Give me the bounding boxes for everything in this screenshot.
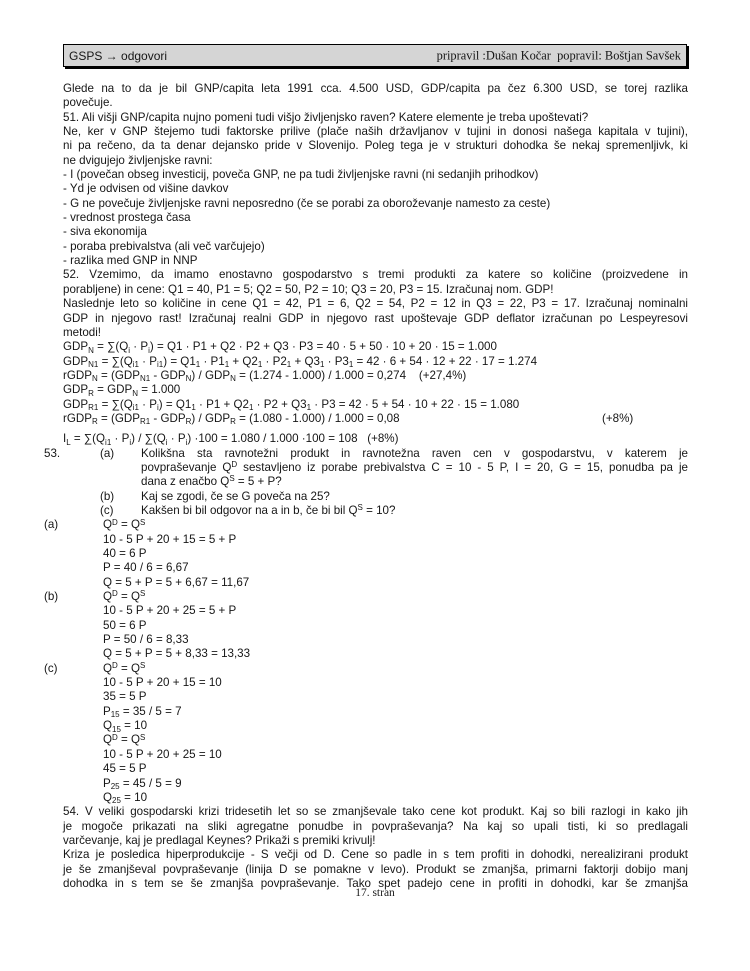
text-line bbox=[0, 533, 750, 547]
line-text: $P_{15} = 35 / 5 = 7$ bbox=[103, 704, 182, 720]
line-text: 10 - 5 P + 20 + 25 = 5 + P bbox=[103, 604, 237, 618]
text-line bbox=[0, 576, 750, 590]
line-text: $Q^D = Q^S$ bbox=[103, 589, 146, 604]
line-text: GDP in njegovo rast! Izračunaj realni GDP in njegovo rast upoštevaje GDP deflator izračunan po Lespeyresovi bbox=[63, 311, 688, 325]
line-text: povpraševanje $Q^D$ sestavljeno iz porabe prebivalstva C = 10 - 5 P, I = 20, G = 15, ponudba pa je bbox=[141, 460, 689, 474]
text-line bbox=[0, 254, 750, 268]
line-text: $Q_{25} = 10$ bbox=[103, 790, 148, 806]
line-text: - vrednost prostega časa bbox=[63, 211, 191, 225]
text-line bbox=[0, 805, 750, 819]
line-text: $Q^D = Q^S$ bbox=[103, 517, 146, 532]
line-text: - razlika med GNP in NNP bbox=[63, 254, 198, 268]
header-title: GSPS → odgovori bbox=[69, 48, 168, 63]
line-text: $GDP_R = GDP_N = 1.000$ bbox=[63, 383, 181, 398]
line-text: $GDP_N = \sum(Q_i \cdot P_i) = Q1 \cdot P1 + Q2 \cdot P2 + Q3 \cdot P3 = 40 \cdot 5 + 50 \cdot 10 + 20 \cdot 15 = 1.000$ bbox=[63, 340, 497, 355]
line-text: - siva ekonomija bbox=[63, 225, 147, 239]
line-text: Glede na to da je bil GNP/capita leta 1991 cca. 4.500 USD, GDP/capita pa čez 6.300 USD, se torej razlika bbox=[63, 82, 688, 95]
text-line bbox=[0, 561, 750, 575]
line-text: $P_{25} = 45 / 5 = 9$ bbox=[103, 776, 182, 791]
line-text: varčevanje, kaj je predlagal Keynes? Prikaži s premiki krivulj! bbox=[63, 833, 376, 847]
text-line bbox=[0, 283, 750, 297]
text-line bbox=[0, 662, 750, 676]
text-line bbox=[0, 312, 750, 326]
line-text: je še zmanjševal povpraševanje (linija D se pomakne v levo). Produkt se zmanjša, primarni faktorji dobijo manj bbox=[63, 862, 688, 876]
text-line bbox=[0, 211, 750, 225]
page-number: 17. stran bbox=[355, 887, 395, 899]
text-line bbox=[0, 82, 750, 96]
line-text: P = 50 / 6 = 8,33 bbox=[103, 633, 189, 647]
text-line bbox=[0, 791, 750, 805]
text-line bbox=[0, 326, 750, 340]
text-line bbox=[0, 504, 750, 518]
line-text: Kaj se zgodi, če se G poveča na 25? bbox=[141, 489, 330, 503]
item-number: 53. bbox=[44, 446, 61, 460]
text-line bbox=[0, 547, 750, 561]
line-text: - I (povečan obseg investicij, poveča GNP, ne pa tudi življenjske ravni (ni sedanjih prihodkov) bbox=[63, 168, 539, 182]
text-line bbox=[0, 762, 750, 776]
text-line bbox=[0, 369, 750, 383]
line-text: $Q^D = Q^S$ bbox=[103, 660, 146, 675]
line-text: 10 - 5 P + 20 + 15 = 10 bbox=[103, 676, 222, 690]
text-line bbox=[0, 197, 750, 211]
line-text: dohodka in s tem se še zmanjša povpraševanje. Tako spet padejo cene in profiti in dohodki, kar še zmanjša bbox=[63, 876, 688, 890]
text-line bbox=[0, 432, 750, 446]
line-text: metodi! bbox=[63, 325, 102, 339]
text-line bbox=[0, 705, 750, 719]
text-line bbox=[0, 383, 750, 397]
line-text: Kakšen bi bil odgovor na a in b, če bi bil $Q^S = 10$? bbox=[141, 503, 396, 517]
line-text: 35 = 5 P bbox=[103, 690, 147, 704]
text-line bbox=[0, 225, 750, 239]
text-line bbox=[0, 461, 750, 475]
text-line bbox=[0, 182, 750, 196]
line-text: $Q^D = Q^S$ bbox=[103, 732, 146, 747]
line-text: Kriza je posledica hiperprodukcije - S večji od D. Cene so padle in s tem profiti in dohodki, nerealizirani produkt bbox=[63, 848, 688, 862]
line-text: 45 = 5 P bbox=[103, 762, 147, 776]
line-text: Kolikšna sta ravnotežni produkt in ravnotežna raven cen v gospodarstvu, v katerem je bbox=[141, 446, 688, 460]
line-text: P = 40 / 6 = 6,67 bbox=[103, 561, 189, 575]
text-line bbox=[0, 733, 750, 747]
text-line bbox=[0, 398, 750, 412]
line-text: 40 = 6 P bbox=[103, 547, 147, 560]
text-line bbox=[0, 748, 750, 762]
text-line bbox=[0, 834, 750, 848]
line-text: 54. V veliki gospodarski krizi tridesetih let so se zmanjševale tako cene kot produkt. Kaj so bili razlogi in kako jih bbox=[63, 805, 688, 819]
line-text: 10 - 5 P + 20 + 15 = 5 + P bbox=[103, 532, 237, 546]
line-text: Ne, ker v GNP štejemo tudi faktorske prilive (plače naših državljanov v tujini in donosi našega kapitala v tujini), bbox=[63, 125, 688, 139]
line-text: porabljene) in cene: Q1 = 40, P1 = 5; Q2 = 50, P2 = 10; Q3 = 20, P3 = 15. Izračunaj nom. GDP! bbox=[63, 282, 554, 296]
text-line bbox=[0, 447, 750, 461]
text-line bbox=[0, 518, 750, 532]
line-text: 10 - 5 P + 20 + 25 = 10 bbox=[103, 747, 222, 761]
line-text: $I_L = \sum(Q_{i1} \cdot P_i) / \sum(Q_i \cdot P_i) \cdot 100 = 1.080 / 1.000 \cdot 100 = 108$ (+8%) bbox=[63, 432, 399, 447]
text-line bbox=[0, 619, 750, 633]
line-text: $GDP_{R1} = \sum(Q_{i1} \cdot P_i) = Q1_1 \cdot P1 + Q2_1 \cdot P2 + Q3_1 \cdot P3 = 42 \cdot 5 + 54 \cdot 10 + 22 \cdot 15 = 1.080$ bbox=[63, 397, 520, 413]
line-text: rGDP$_N$ = $(GDP_{N1} - GDP_N) / GDP_N = (1.274 - 1.000) / 1.000 = 0,274$ (+27,4%) bbox=[63, 368, 467, 384]
line-text: rGDP$_R$ = $(GDP_{R1} - GDP_R) / GDP_R = (1.080 - 1.000) / 1.000 = 0,08$ bbox=[63, 411, 400, 427]
item-label: (b) bbox=[44, 590, 59, 604]
text-line bbox=[0, 633, 750, 647]
text-line bbox=[0, 590, 750, 604]
text-line bbox=[0, 719, 750, 733]
text-line bbox=[0, 604, 750, 618]
document-body bbox=[0, 82, 750, 891]
text-line bbox=[0, 111, 750, 125]
text-line bbox=[0, 96, 750, 110]
header-credits: pripravil :Dušan Kočar popravil: Boštjan Savšek bbox=[436, 48, 681, 62]
text-line bbox=[0, 647, 750, 661]
line-text: $Q_{15} = 10$ bbox=[103, 719, 148, 734]
line-text: 51. Ali višji GNP/capita nujno pomeni tudi višjo življenjsko raven? Katere elemente je treba upoštevati? bbox=[63, 110, 589, 124]
line-text: - G ne povečuje življenjske ravni neposredno (če se porabi za oboroževanje namesto za ceste) bbox=[63, 196, 551, 210]
line-text: 50 = 6 P bbox=[103, 618, 147, 632]
text-line bbox=[0, 777, 750, 791]
text-line bbox=[0, 475, 750, 489]
text-line bbox=[0, 154, 750, 168]
item-label: (b) bbox=[100, 489, 115, 503]
text-line bbox=[0, 412, 750, 426]
item-label: (c) bbox=[100, 503, 114, 517]
line-text: - Yd je odvisen od višine davkov bbox=[63, 182, 229, 196]
text-line bbox=[0, 355, 750, 369]
line-text: je mogoče prikazati na sliki agregatne ponudbe in povpraševanja? Na kaj so upali tisti, ki so predlagali bbox=[63, 819, 688, 833]
text-line bbox=[0, 690, 750, 704]
text-line bbox=[0, 297, 750, 311]
text-line bbox=[0, 820, 750, 834]
text-line bbox=[0, 863, 750, 877]
text-line bbox=[0, 139, 750, 153]
text-line bbox=[0, 848, 750, 862]
text-line bbox=[0, 125, 750, 139]
line-text: povečuje. bbox=[63, 96, 113, 110]
document-header bbox=[63, 44, 687, 67]
text-line bbox=[0, 676, 750, 690]
text-line bbox=[0, 168, 750, 182]
text-line bbox=[0, 340, 750, 354]
line-annotation: (+8%) bbox=[602, 411, 634, 425]
line-text: Naslednje leto so količine in cene Q1 = 42, P1 = 6, Q2 = 54, P2 = 12 in Q3 = 22, P3 = 17. Izračunaj nominalni bbox=[63, 297, 688, 311]
line-text: $GDP_{N1} = \sum(Q_{i1} \cdot P_{i1}) = Q1_1 \cdot P1_1 + Q2_1 \cdot P2_1 + Q3_1 \cdot P3_1 = 42 \cdot 6 + 54 \cdot 12 + 22 \cdot 17 = 1.274$ bbox=[63, 354, 538, 370]
line-text: ne dvigujejo življenjske ravni: bbox=[63, 153, 213, 167]
item-label: (a) bbox=[44, 518, 59, 532]
item-label: (c) bbox=[44, 661, 58, 675]
line-text: ni pa rečeno, da ta denar dejansko pride v Slovenijo. Poleg tega je v strukturi dohodka še nekaj spremenljivk, ki bbox=[63, 139, 688, 153]
text-line bbox=[0, 490, 750, 504]
line-text: Q = 5 + P = 5 + 6,67 = 11,67 bbox=[103, 575, 250, 589]
text-line bbox=[0, 268, 750, 282]
line-text: Q = 5 + P = 5 + 8,33 = 13,33 bbox=[103, 647, 251, 661]
text-line bbox=[0, 240, 750, 254]
item-label: (a) bbox=[100, 446, 115, 460]
line-text: dana z enačbo $Q^S = 5 + P$? bbox=[141, 474, 282, 489]
line-text: - poraba prebivalstva (ali več varčujejo) bbox=[63, 239, 265, 253]
line-text: 52. Vzemimo, da imamo enostavno gospodarstvo s tremi produkti za katere so količine (proizvedene in bbox=[63, 268, 688, 282]
